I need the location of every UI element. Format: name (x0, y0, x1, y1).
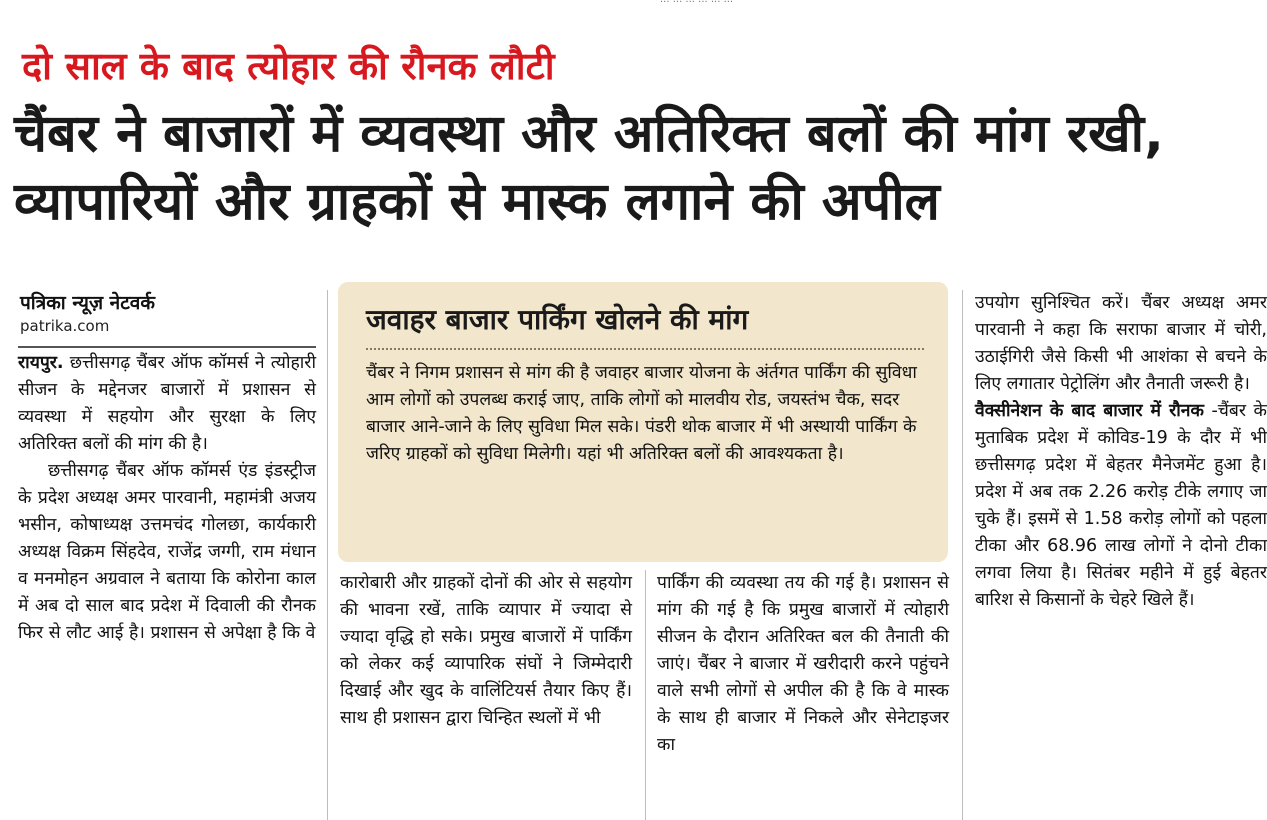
paragraph-1 (18, 350, 316, 458)
byline-site: patrika.com (20, 317, 110, 335)
column-4-paragraph-2 (975, 398, 1267, 614)
column-divider (962, 290, 963, 820)
paragraph-1-text: छत्तीसगढ़ चैंबर ऑफ कॉमर्स ने त्योहारी सीजन के मद्देनजर बाजारों में प्रशासन से व्यवस्था में सहयोग और सुरक्षा के लिए अतिरिक्त बलों की मांग की है। (18, 353, 316, 454)
column-divider (645, 570, 646, 820)
page-headline: चैंबर ने बाजारों में व्यवस्था और अतिरिक्त बलों की मांग रखी, व्यापारियों और ग्राहकों से मास्क लगाने की अपील (14, 104, 1164, 232)
dateline: रायपुर. (18, 353, 64, 373)
article-column-2 (340, 570, 632, 732)
byline-name: पत्रिका न्यूज़ नेटवर्क (20, 292, 155, 314)
column-2-text: कारोबारी और ग्राहकों दोनों की ओर से सहयोग की भावना रखें, ताकि व्यापार में ज्यादा से ज्यादा वृद्धि हो सके। प्रमुख बाजारों में पार्किंग को लेकर कई व्यापारिक संघों ने जिम्मेदारी दिखाई और खुद के वालिंटियर्स तैयार किए हैं। साथ ही प्रशासन द्वारा चिन्हित स्थलों में भी (340, 573, 632, 728)
article-column-4 (975, 290, 1267, 614)
sidebar-box (338, 282, 948, 562)
column-3-text: पार्किंग की व्यवस्था तय की गई है। प्रशासन से मांग की गई है कि प्रमुख बाजारों में त्योहारी सीजन के दौरान अतिरिक्त बल की तैनाती की जाएं। चैंबर ने बाजार में खरीदारी करने पहुंचने वाले सभी लोगों से अपील की है कि वे मास्क के साथ ही बाजार में निकले और सेनेटाइजर का (657, 573, 949, 755)
box-body: चैंबर ने निगम प्रशासन से मांग की है जवाहर बाजार योजना के अंर्तगत पार्किंग की सुविधा आम लोगों को उपलब्ध कराई जाए, ताकि लोगों को मालवीय रोड, जयस्तंभ चैक, सदर बाजार आने-जाने के लिए सुविधा मिल सके। पंडरी थोक बाजार में भी अस्थायी पार्किंग के जरिए ग्राहकों को सुविधा मिलेगी। यहां भी अतिरिक्त बलों की आवश्यकता है। (366, 363, 917, 464)
article-column-1 (18, 350, 316, 647)
box-title: जवाहर बाजार पार्किंग खोलने की मांग (366, 303, 749, 336)
column-divider (327, 290, 328, 820)
column-4-paragraph-1: उपयोग सुनिश्चित करें। चैंबर अध्यक्ष अमर पारवानी ने कहा कि सराफा बाजार में चोरी, उठाईगिरी जैसे किसी भी आशंका से बचने के लिए लगातार पेट्रोलिंग और तैनाती जरूरी है। (975, 293, 1267, 394)
subheading: वैक्सीनेशन के बाद बाजार में रौनक (975, 401, 1204, 421)
kicker-headline: दो साल के बाद त्योहार की रौनक लौटी (22, 44, 555, 88)
paragraph-2: छत्तीसगढ़ चैंबर ऑफ कॉमर्स एंड इंडस्ट्रीज के प्रदेश अध्यक्ष अमर पारवानी, महामंत्री अजय भसीन, कोषाध्यक्ष उत्तमचंद गोलछा, कार्यकारी अध्यक्ष विक्रम सिंहदेव, राजेंद्र जग्गी, राम मंधान व मनमोहन अग्रवाल ने बताया कि कोरोना काल में अब दो साल बाद प्रदेश में दिवाली की रौनक फिर से लौट आई है। प्रशासन से अपेक्षा है कि वे (18, 461, 316, 643)
column-4-paragraph-2-text: -चैंबर के मुताबिक प्रदेश में कोविड-19 के दौर में भी छत्तीसगढ़ प्रदेश में बेहतर मैनेजमेंट हुआ है। प्रदेश में अब तक 2.26 करोड़ टीके लगाए जा चुके हैं। इसमें से 1.58 करोड़ लोगों को पहला टीका और 68.96 लाख लोगों ने दोनो टीका लगवा लिया है। सितंबर महीने में हुई बेहतर बारिश से किसानों के चेहरे खिले हैं। (975, 401, 1267, 610)
article-column-3 (657, 570, 949, 759)
byline (20, 290, 320, 336)
box-divider (366, 348, 924, 350)
top-strip-text (660, 0, 1180, 4)
